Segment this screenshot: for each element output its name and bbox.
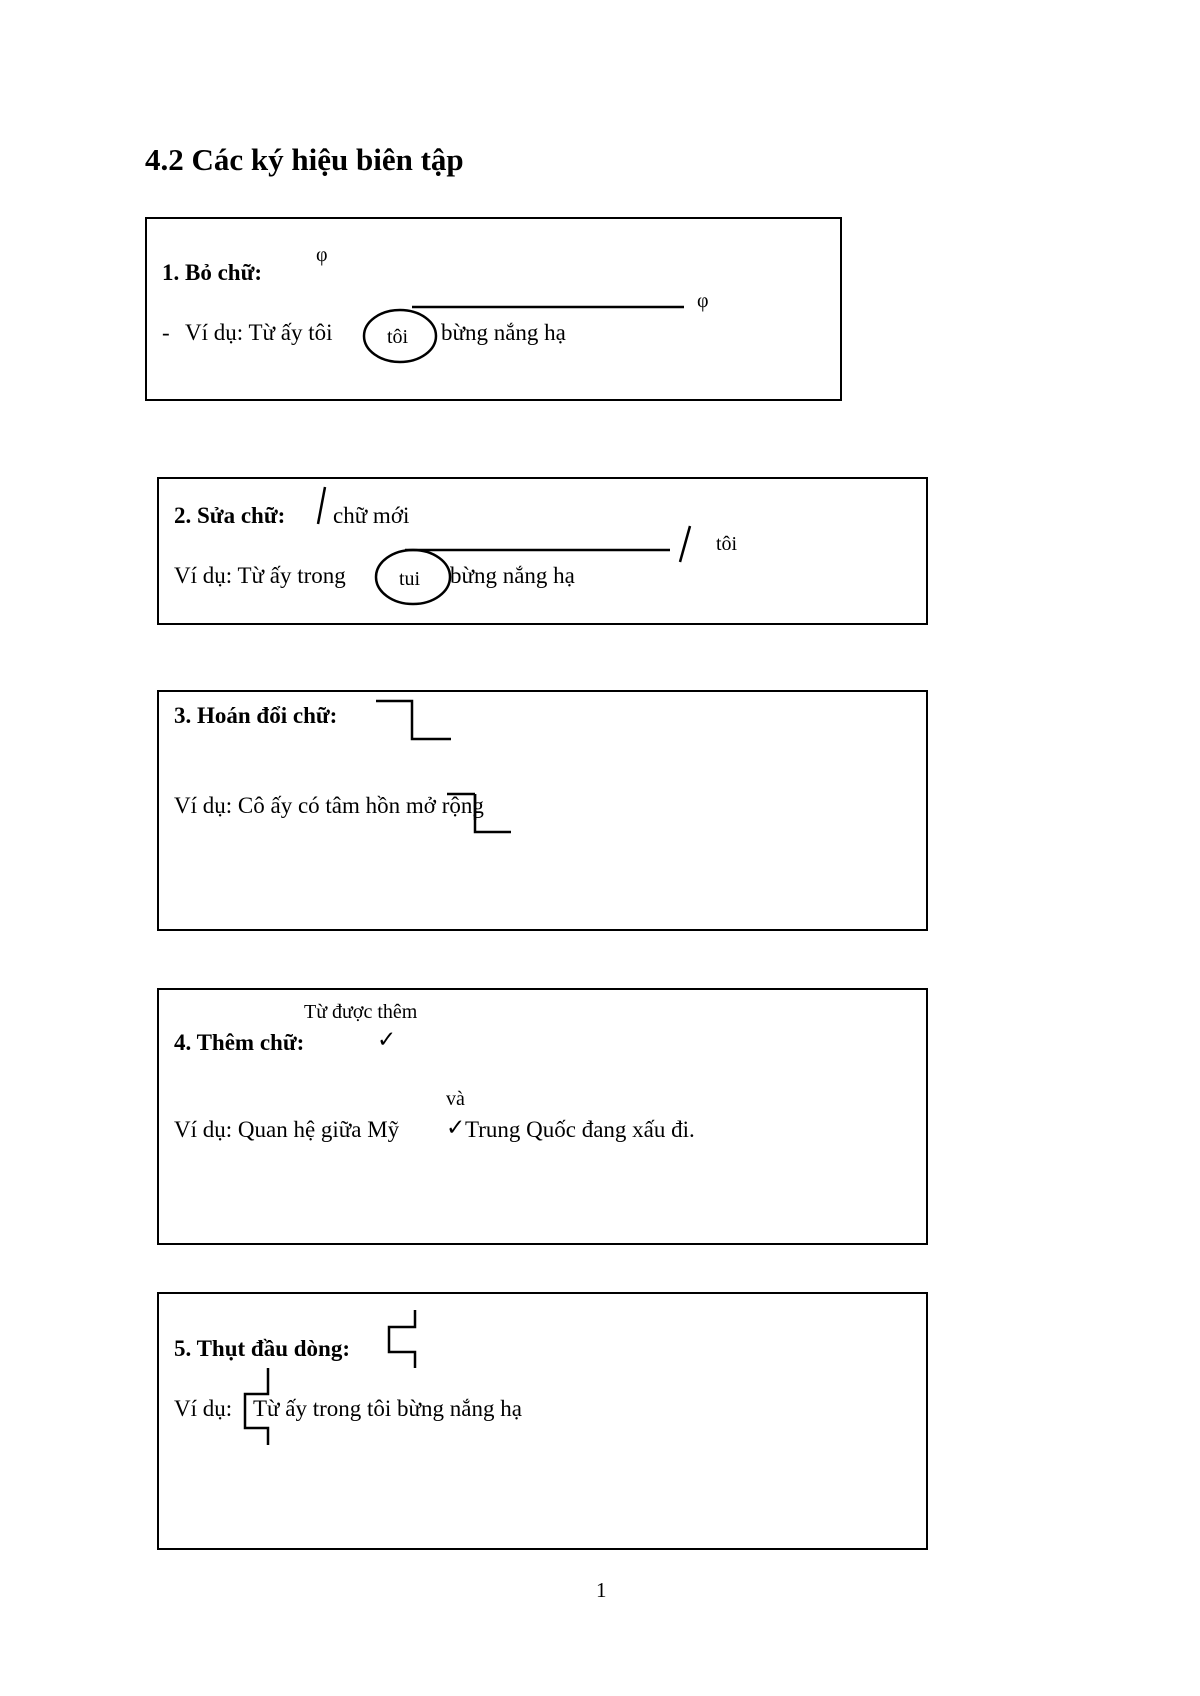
section-replace-box bbox=[157, 477, 928, 625]
insert-inserted-word: và bbox=[446, 1088, 465, 1110]
delete-example-dash: - bbox=[162, 320, 170, 345]
replace-margin-word: tôi bbox=[716, 533, 738, 555]
section-indent-label: 5. Thụt đầu dòng: bbox=[174, 1336, 350, 1361]
section-delete-box bbox=[145, 217, 842, 401]
delete-circled-word: tôi bbox=[387, 326, 409, 348]
replace-circled-word: tui bbox=[399, 568, 421, 590]
indent-example-text: Từ ấy trong tôi bừng nắng hạ bbox=[253, 1396, 522, 1421]
replace-example-before: Ví dụ: Từ ấy trong bbox=[174, 563, 346, 588]
delete-symbol: φ bbox=[316, 244, 328, 266]
delete-example-after: bừng nắng hạ bbox=[441, 320, 566, 345]
insert-example-after: Trung Quốc đang xấu đi. bbox=[465, 1117, 695, 1142]
insert-example-before: Ví dụ: Quan hệ giữa Mỹ bbox=[174, 1117, 400, 1142]
delete-example-before: Ví dụ: Từ ấy tôi bbox=[185, 320, 333, 345]
section-insert-label: 4. Thêm chữ: bbox=[174, 1030, 305, 1055]
section-delete-label: 1. Bỏ chữ: bbox=[162, 260, 263, 285]
insert-check-symbol: ✓ bbox=[377, 1027, 397, 1052]
swap-example: Ví dụ: Cô ấy có tâm hồn mở rộng bbox=[174, 793, 484, 818]
section-replace-label: 2. Sửa chữ: bbox=[174, 503, 286, 528]
replace-example-after: bừng nắng hạ bbox=[450, 563, 575, 588]
indent-example-prefix: Ví dụ: bbox=[174, 1396, 233, 1421]
insert-added-caption: Từ được thêm bbox=[304, 1001, 418, 1023]
section-swap-label: 3. Hoán đổi chữ: bbox=[174, 703, 338, 728]
page-heading: 4.2 Các ký hiệu biên tập bbox=[145, 142, 464, 177]
insert-check-mark: ✓ bbox=[446, 1115, 466, 1140]
delete-margin-mark: φ bbox=[697, 290, 709, 312]
page-number: 1 bbox=[596, 1578, 607, 1602]
replace-symbol-text: chữ mới bbox=[333, 503, 410, 528]
